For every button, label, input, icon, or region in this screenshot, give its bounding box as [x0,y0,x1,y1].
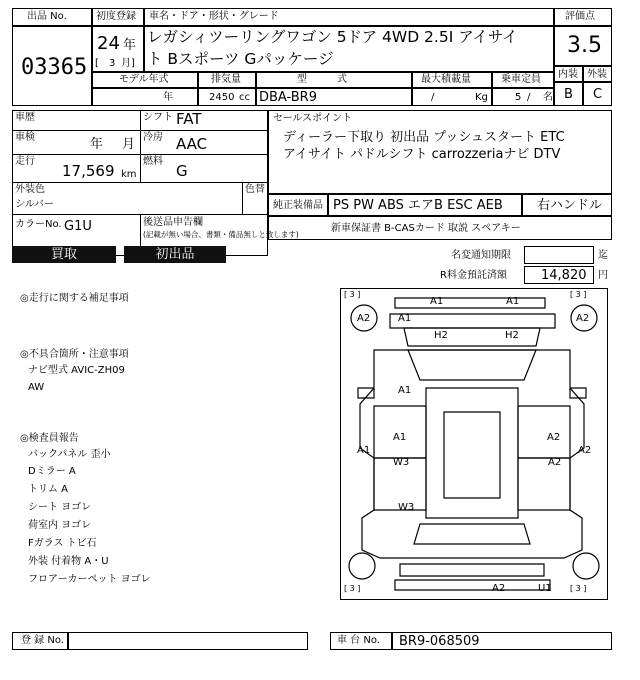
displacement-label-cell [198,72,256,88]
recycle-label: R料金預託済額 [440,270,507,281]
mark-windshield: A1 [398,385,412,396]
mark-left-front-door-a: A1 [393,432,407,443]
lot-number: 03365 [21,55,88,80]
ac-value: AAC [176,135,208,153]
exterior-label-cell [583,66,612,82]
chassis-value-cell [392,632,612,650]
deadline-value-box [524,246,594,264]
mileage-label: 走行 [15,156,35,167]
month-bracket-close: 月] [121,58,135,69]
chassis-label-cell [330,632,392,650]
capacity-label-cell [492,72,554,88]
displacement-label: 排気量 [211,74,241,85]
mark-rear-bumper-a: A2 [492,583,506,594]
grade-label: 評価点 [565,11,595,22]
steering-value: 右ハンドル [537,198,603,213]
ext-color-label: 外装色 [15,184,45,195]
interior-grade-cell [554,82,583,106]
sales-points-box [268,110,612,194]
interior-label-cell [554,66,583,82]
model-code-cell [256,88,412,106]
inspector-title: ◎検査員報告 [20,433,79,444]
docs-note: (記載が無い場合、書類・備品無しと致します) [143,230,299,239]
first-listing-button-label: 初出品 [155,247,195,262]
equipment-items: PS PW ABS エアB ESC AEB [333,198,503,213]
car-name-label: 車名・ドア・形状・グレード [149,11,279,22]
interior-grade: B [564,87,573,102]
rear-window-shape [414,524,530,544]
chassis-label: 車 台 No. [337,635,380,646]
lot-label-cell [12,8,92,26]
mark-right-front-door: A2 [547,432,561,443]
inspector-line: シート ヨゴレ [28,502,92,513]
reg-no-label: 登 録 No. [21,635,64,646]
capacity-unit: 名 [543,92,553,103]
max-load-label: 最大積載量 [421,74,471,85]
mark-hood-left: H2 [434,330,448,341]
max-load-cell [412,88,492,106]
buy-button-label: 買取 [50,247,77,262]
displacement-cell [198,88,256,106]
capacity-sep: / [527,92,531,103]
rear-bumper-shape [400,564,544,576]
steering-cell [522,194,612,216]
capacity-label: 乗車定員 [501,74,541,85]
grade-value: 3.5 [567,33,602,58]
buy-button[interactable] [12,246,116,263]
mileage-value: 17,569 [62,162,115,180]
driving-notes-title: ◎走行に関する補足事項 [20,293,129,304]
equipment-label-cell [268,194,328,216]
shift-value: FAT [176,110,202,128]
month-bracket-open: [ [95,58,99,69]
deadline-label: 名変通知期限 [451,250,511,261]
inspector-line: 外装 付着物 A・U [28,556,109,567]
fuel-value: G [176,162,188,180]
lot-number-cell [12,26,92,106]
first-reg-year-unit: 年 [123,38,137,53]
model-year-label-cell [92,72,198,88]
car-body-shape [360,350,584,558]
right-rear-wheel-icon [573,553,599,579]
recycle-value-box [524,266,594,284]
corner-mark-bl: [ 3 ] [344,584,361,593]
docs-label: 後送品申告欄 [143,217,203,228]
inspector-line: Fガラス トビ石 [28,538,97,549]
grade-label-cell [554,8,612,26]
car-diagram [340,288,608,600]
inspector-line: トリム A [28,484,69,495]
sales-points-line1: ディーラー下取り 初出品 プッシュスタート ETC [283,130,565,145]
lot-label: 出品 No. [27,11,67,22]
first-listing-button[interactable] [124,246,226,263]
mark-right-front-wheel: A2 [576,313,590,324]
shift-label: シフト [143,112,173,123]
roof-inner-shape [444,412,500,498]
max-load-label-cell [412,72,492,88]
rear-bumper-lower-shape [395,580,550,590]
inspector-line: Dミラー A [28,466,76,477]
exterior-grade-cell [583,82,612,106]
exterior-grade: C [593,87,603,102]
chassis-number: BR9-068509 [399,634,480,649]
grade-cell [554,26,612,66]
hood-shape [404,328,540,346]
mark-left-front-wheel: A2 [357,313,371,324]
color-change-label: 色替 [245,184,265,195]
right-rear-door-shape [518,458,570,510]
sales-points-line2: アイサイト パドルシフト carrozzeriaナビ DTV [283,147,561,162]
mark-grille: A1 [398,313,412,324]
max-load-unit: Kg [475,92,488,103]
model-code-label-cell [256,72,412,88]
model-year-cell [92,88,198,106]
mark-rear-bumper-u: U1 [538,583,552,594]
inspection-label: 車検 [15,132,35,143]
corner-mark-br: [ 3 ] [570,584,587,593]
first-reg-year: 24 [97,33,120,54]
inspector-line: フロアーカーペット ヨゴレ [28,574,151,585]
reg-no-value-cell [68,632,308,650]
car-name-line1: レガシィツーリングワゴン 5ドア 4WD 2.5I アイサイ [147,28,518,46]
front-bumper-shape [395,298,545,308]
color-no-label: カラーNo. [15,219,62,230]
history-label: 車歴 [15,112,35,123]
deadline-unit: 迄 [598,250,608,261]
model-code: DBA-BR9 [259,90,317,105]
warranty-items: 新車保証書 B-CASカード 取説 スペアキー [331,223,521,234]
first-reg-value-cell [92,26,144,72]
front-panel-shape [390,314,555,328]
inspection-year-unit: 年 [90,137,104,152]
mark-left-front-door-w: W3 [393,457,410,468]
mark-left-rear-door: W3 [398,502,415,513]
mileage-unit: km [121,169,137,180]
inspection-month-unit: 月 [122,137,136,152]
mark-front-bumper-left: A1 [430,296,444,307]
car-name-line2: ト Bスポーツ Gパッケージ [147,50,334,68]
color-no-value: G1U [64,219,92,234]
fuel-label: 燃料 [143,156,163,167]
car-name-label-cell [144,8,554,26]
equipment-label: 純正装備品 [273,200,323,211]
windshield-shape [408,350,536,380]
exterior-label: 外装 [587,69,607,80]
displacement-unit: cc [239,92,250,103]
inspector-line: 荷室内 ヨゴレ [28,520,92,531]
interior-label: 内装 [558,69,578,80]
model-code-label: 型 式 [297,74,347,85]
first-reg-month: 3 [109,58,116,69]
ext-color-value: シルバー [15,199,55,210]
capacity-cell [492,88,554,106]
defect-line: ナビ型式 AVIC-ZH09 [28,365,125,376]
recycle-amount: 14,820 [541,268,587,283]
recycle-unit: 円 [598,270,608,281]
model-year-unit: 年 [163,92,173,103]
model-year-label: モデル年式 [119,74,169,85]
mark-hood-right: H2 [505,330,519,341]
ac-label: 冷房 [143,132,163,143]
corner-mark-tr: [ 3 ] [570,290,587,299]
warranty-cell [268,216,612,240]
car-name-cell [144,26,554,72]
mark-right-front-wheel-2: A2 [548,457,562,468]
first-reg-label-cell [92,8,144,26]
sales-points-title: セールスポイント [273,113,353,124]
equipment-items-cell [328,194,522,216]
capacity-value: 5 [515,92,522,103]
defects-title: ◎不具合箇所・注意事項 [20,349,129,360]
right-front-door-shape [518,406,570,458]
displacement-value: 2450 [209,92,235,103]
inspector-line: バックパネル 歪小 [28,449,111,460]
first-reg-label: 初度登録 [96,11,136,22]
corner-mark-tl: [ 3 ] [344,290,361,299]
mark-right-front-door-2: A2 [578,445,592,456]
defect-line: AW [28,382,45,393]
mark-front-bumper-right: A1 [506,296,520,307]
max-load-sep: / [431,92,435,103]
left-rear-wheel-icon [349,553,375,579]
reg-no-label-cell [12,632,68,650]
mark-left-front-door: A1 [357,445,371,456]
